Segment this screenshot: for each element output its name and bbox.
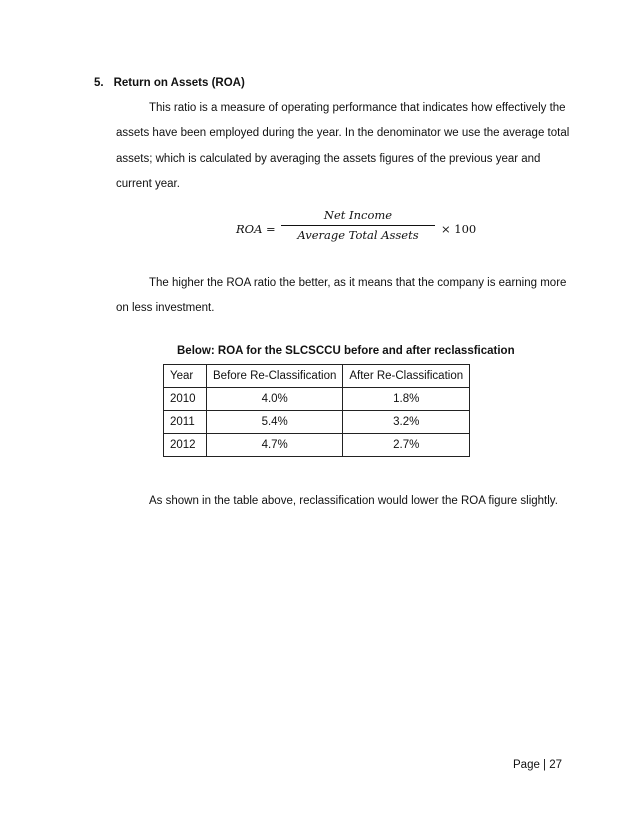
cell-after: 2.7% bbox=[343, 434, 470, 457]
cell-before: 4.7% bbox=[207, 434, 343, 457]
conclusion-paragraph: As shown in the table above, reclassification would lower the ROA figure slightly. bbox=[149, 495, 558, 507]
formula-fraction bbox=[279, 206, 437, 244]
page-number: Page | 27 bbox=[513, 759, 563, 771]
table-header-row bbox=[164, 365, 470, 388]
header-before: Before Re-Classification bbox=[207, 365, 343, 388]
section-number: 5. bbox=[94, 77, 104, 89]
intro-paragraph: This ratio is a measure of operating performance that indicates how effectively the assets have been employed during the year. In the denominator we use the average total assets; which is calculated by averaging the assets figures of the previous year and current year. bbox=[116, 102, 570, 190]
header-after: After Re-Classification bbox=[343, 365, 470, 388]
formula-denominator: Average Total Assets bbox=[297, 228, 419, 242]
formula-rhs: × 100 bbox=[441, 222, 477, 236]
section-title: Return on Assets (ROA) bbox=[113, 77, 245, 89]
table-row bbox=[164, 434, 470, 457]
formula-lhs: ROA = bbox=[236, 222, 276, 236]
cell-before: 4.0% bbox=[207, 388, 343, 411]
section-heading bbox=[94, 77, 245, 89]
formula-numerator: Net Income bbox=[323, 208, 393, 222]
explanation-paragraph: The higher the ROA ratio the better, as it means that the company is earning more on less investment. bbox=[116, 277, 567, 314]
cell-before: 5.4% bbox=[207, 411, 343, 434]
roa-table bbox=[163, 364, 470, 457]
cell-year: 2012 bbox=[164, 434, 207, 457]
table-row bbox=[164, 388, 470, 411]
cell-after: 1.8% bbox=[343, 388, 470, 411]
header-year: Year bbox=[164, 365, 207, 388]
table-caption: Below: ROA for the SLCSCCU before and after reclassfication bbox=[177, 345, 515, 357]
cell-after: 3.2% bbox=[343, 411, 470, 434]
table-row bbox=[164, 411, 470, 434]
cell-year: 2011 bbox=[164, 411, 207, 434]
cell-year: 2010 bbox=[164, 388, 207, 411]
